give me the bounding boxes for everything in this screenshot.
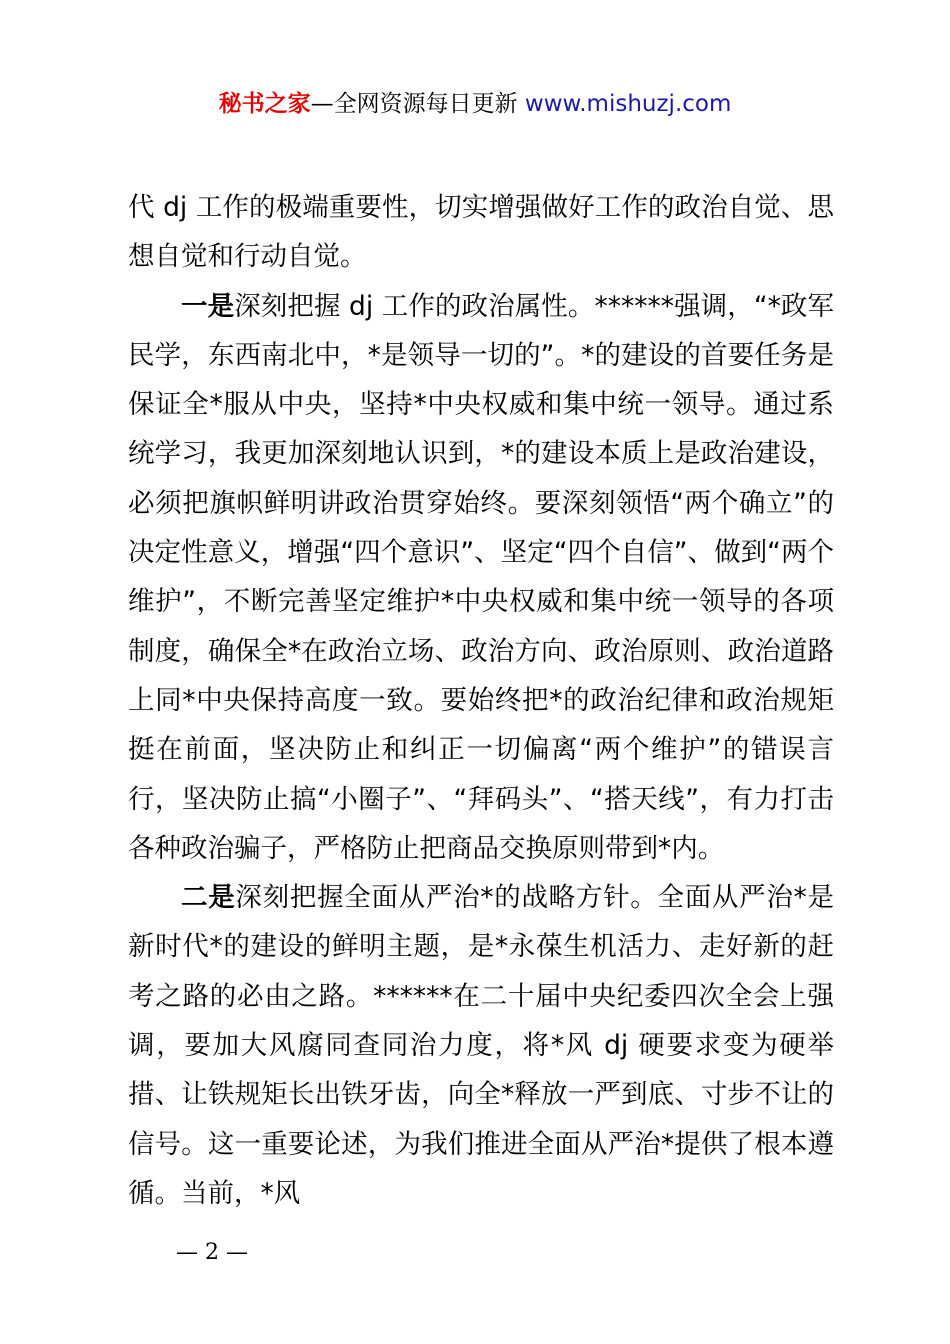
- site-tagline: —全网资源每日更新: [310, 91, 525, 117]
- paragraph-lead: 二是: [181, 882, 236, 914]
- paragraph-text: 深刻把握全面从严治*的战略方针。全面从严治*是新时代*的建设的鲜明主题，是*永葆生机活力、走好新的赶考之路的必由之路。******在二十届中央纪委四次全会上强调，要加大风腐同查同治力度，将*风 dj 硬要求变为硬举措、让铁规矩长出铁牙齿，向全*释放一严到底、寸步不让的信号。这一重要论述，为我们推进全面从严治*提供了根本遵循。当前，*风: [128, 882, 835, 1209]
- document-body: [128, 183, 834, 1218]
- page-number: — 2 —: [176, 1240, 248, 1265]
- paragraph-point-two: [128, 873, 834, 1218]
- paragraph-text: 代 dj 工作的极端重要性，切实增强做好工作的政治自觉、思想自觉和行动自觉。: [128, 192, 834, 273]
- paragraph-continuation: [128, 183, 834, 282]
- site-brand: 秘书之家: [218, 91, 311, 117]
- site-url[interactable]: www.mishuzj.com: [524, 91, 732, 117]
- page-header: [0, 86, 950, 122]
- paragraph-lead: 一是: [181, 290, 235, 322]
- paragraph-point-one: [128, 282, 834, 874]
- paragraph-text: 深刻把握 dj 工作的政治属性。******强调，“*政军民学，东西南北中，*是领导一切的”。*的建设的首要任务是保证全*服从中央，坚持*中央权威和集中统一领导。通过系统学习，我更加深刻地认识到，*的建设本质上是政治建设，必须把旗帜鲜明讲政治贯穿始终。要深刻领悟“两个确立”的决定性意义，增强“四个意识”、坚定“四个自信”、做到“两个维护”，不断完善坚定维护*中央权威和集中统一领导的各项制度，确保全*在政治立场、政治方向、政治原则、政治道路上同*中央保持高度一致。要始终把*的政治纪律和政治规矩挺在前面，坚决防止和纠正一切偏离“两个维护”的错误言行，坚决防止搞“小圈子”、“拜码头”、“搭天线”，有力打击各种政治骗子，严格防止把商品交换原则带到*内。: [128, 290, 835, 864]
